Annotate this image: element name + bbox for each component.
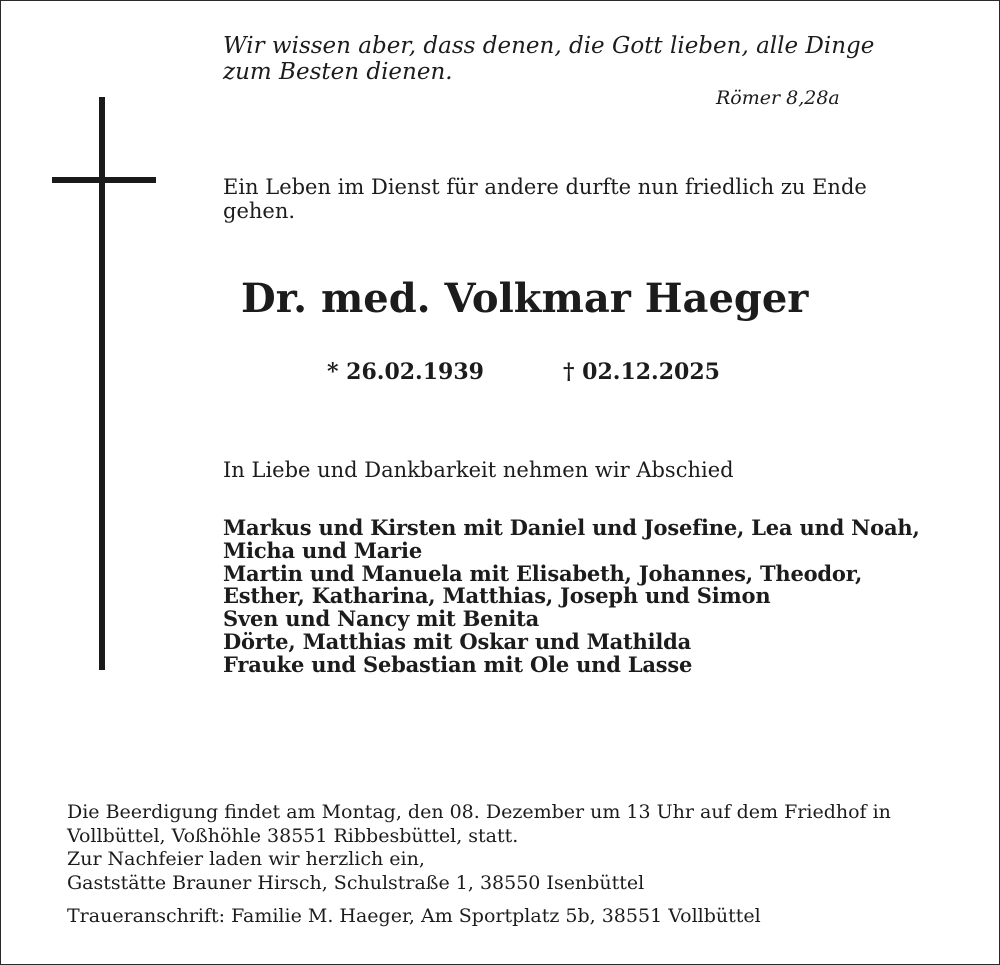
- deceased-name: Dr. med. Volkmar Haeger: [241, 275, 809, 322]
- family-line: Frauke und Sebastian mit Ole und Lasse: [223, 651, 693, 677]
- cross-horizontal-bar: [52, 177, 156, 183]
- birth-date: * 26.02.1939: [327, 359, 484, 385]
- family-line: Martin und Manuela mit Elisabeth, Johannes, Theodor,: [223, 560, 863, 586]
- mourning-address: Traueranschrift: Familie M. Haeger, Am Sportplatz 5b, 38551 Vollbüttel: [67, 905, 761, 927]
- bible-reference: Römer 8,28a: [716, 87, 840, 109]
- bible-verse-line: Wir wissen aber, dass denen, die Gott lieben, alle Dinge: [223, 33, 875, 59]
- funeral-info-line: Zur Nachfeier laden wir herzlich ein,: [67, 848, 425, 870]
- bible-verse-line: zum Besten dienen.: [223, 59, 453, 85]
- bible-verse: [223, 33, 883, 85]
- intro-line: Ein Leben im Dienst für andere durfte nun friedlich zu Ende: [223, 175, 867, 199]
- family-line: Micha und Marie: [223, 537, 422, 563]
- funeral-info-line: Die Beerdigung findet am Montag, den 08. Dezember um 13 Uhr auf dem Friedhof in: [67, 801, 891, 823]
- family-line: Markus und Kirsten mit Daniel und Josefine, Lea und Noah,: [223, 515, 920, 540]
- family-list: [223, 517, 943, 677]
- family-line: Dörte, Matthias mit Oskar und Mathilda: [223, 628, 692, 654]
- funeral-info: [67, 801, 962, 895]
- funeral-info-line: Vollbüttel, Voßhöhle 38551 Ribbesbüttel, statt.: [67, 824, 519, 847]
- family-line: Esther, Katharina, Matthias, Joseph und Simon: [223, 583, 771, 609]
- family-line: Sven und Nancy mit Benita: [223, 606, 540, 632]
- funeral-info-line: Gaststätte Brauner Hirsch, Schulstraße 1, 38550 Isenbüttel: [67, 871, 645, 894]
- intro-text: [223, 175, 923, 223]
- death-date: † 02.12.2025: [563, 359, 720, 385]
- farewell-text: In Liebe und Dankbarkeit nehmen wir Abschied: [223, 458, 734, 482]
- intro-line: gehen.: [223, 199, 296, 223]
